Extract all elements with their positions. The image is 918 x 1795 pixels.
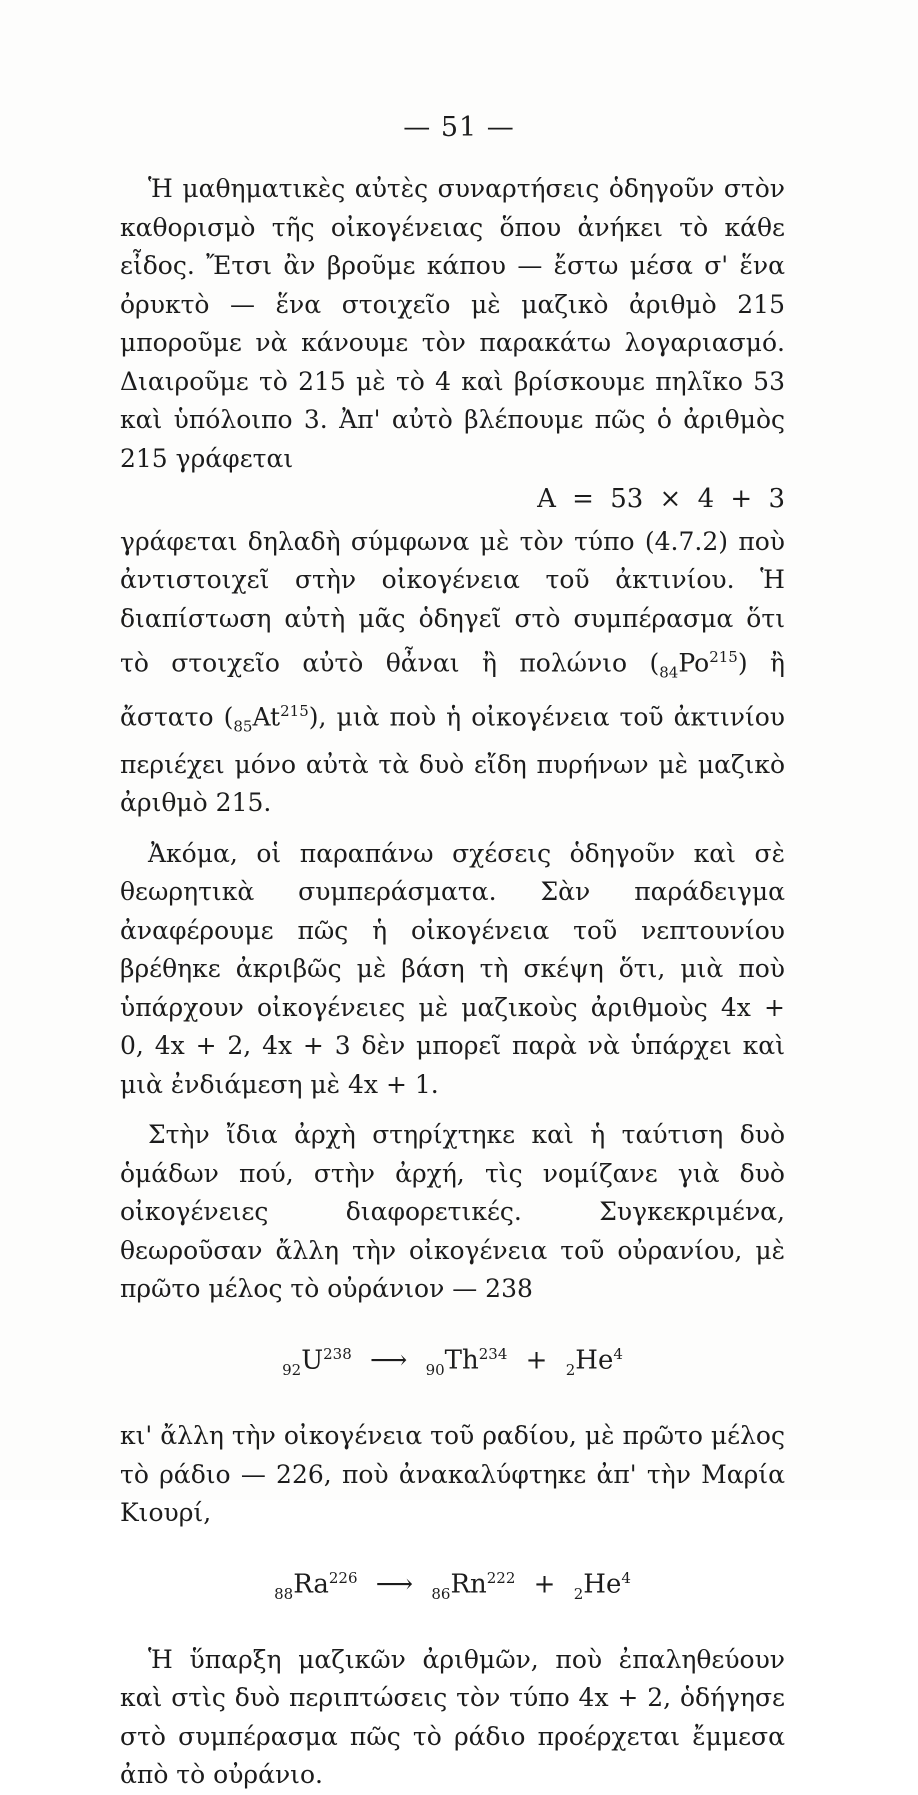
formula-a: A = 53 × 4 + 3 bbox=[537, 484, 785, 514]
polonium-mass-number: 215 bbox=[709, 648, 738, 666]
thorium-mass-number: 234 bbox=[478, 1344, 508, 1363]
helium-mass-number: 4 bbox=[621, 1568, 631, 1587]
radon-symbol: Rn bbox=[450, 1569, 487, 1600]
astatine-symbol: At bbox=[252, 702, 281, 732]
paragraph-5: Ἡ ὕπαρξη μαζικῶν ἀριθμῶν, ποὺ ἐπαληθεύουν καὶ στὶς δυὸ περιπτώσεις τὸν τύπο 4x + 2, ὁδήγησε στὸ συμπέρασμα πῶς τὸ ράδιο προέρχεται ἔμμεσα ἀπὸ τὸ οὐράνιο. bbox=[120, 1644, 785, 1790]
paragraph-1: Ἡ μαθηματικὲς αὐτὲς συναρτήσεις ὁδηγοῦν στὸν καθορισμὸ τῆς οἰκογένειας ὅπου ἀνήκει τὸ κάθε εἶδος. Ἔτσι ἂν βροῦμε κάπου — ἔστω μέσα σ' ἕνα ὀρυκτὸ — ἕνα στοιχεῖο μὲ μαζικὸ ἀριθμὸ 215 μποροῦμε νὰ κάνουμε τὸν παρακάτω λογαριασμό. Διαιροῦμε τὸ 215 μὲ τὸ 4 καὶ βρίσκουμε πηλῖκο 53 καὶ ὑπόλοιπο 3. Ἀπ' αὐτὸ βλέπουμε πῶς ὁ ἀριθμὸς 215 γράφεται bbox=[120, 174, 785, 473]
plus-sign: + bbox=[525, 1345, 548, 1376]
radium-decay-equation bbox=[120, 1559, 785, 1613]
helium-symbol: He bbox=[583, 1569, 622, 1600]
paragraph-2: Ἀκόμα, οἱ παραπάνω σχέσεις ὁδηγοῦν καὶ σὲ θεωρητικὰ συμπεράσματα. Σὰν παράδειγμα ἀναφέρουμε πῶς ἡ οἰκογένεια τοῦ νεπτουνίου βρέθηκε ἀκριβῶς μὲ βάση τὴ σκέψη ὅτι, μιὰ ποὺ ὑπάρχουν οἰκογένειες μὲ μαζικοὺς ἀριθμοὺς 4x + 0, 4x + 2, 4x + 3 δὲν μπορεῖ παρὰ νὰ ὑπάρχει καὶ μιὰ ἐνδιάμεση μὲ 4x + 1. bbox=[120, 838, 785, 1099]
uranium-decay-equation bbox=[120, 1335, 785, 1389]
uranium-atomic-number: 92 bbox=[282, 1360, 302, 1379]
thorium-symbol: Th bbox=[444, 1345, 479, 1376]
text-fragment: ), μιὰ ποὺ ἡ οἰκογένεια τοῦ ἀκτινίου περιέχει μόνο αὐτὰ τὰ δυὸ εἴδη πυρήνων μὲ μαζικὸ ἀριθμὸ 215. bbox=[120, 702, 785, 818]
polonium-symbol: Po bbox=[678, 648, 710, 678]
astatine-atomic-number: 85 bbox=[233, 717, 253, 736]
radium-atomic-number: 88 bbox=[274, 1584, 294, 1603]
paragraph-3: Στὴν ἴδια ἀρχὴ στηρίχτηκε καὶ ἡ ταύτιση δυὸ ὁμάδων πού, στὴν ἀρχή, τὶς νομίζανε γιὰ δυὸ οἰκογένειες διαφορετικές. Συγκεκριμένα, θεωροῦσαν ἄλλη τὴν οἰκογένεια τοῦ οὐρανίου, μὲ πρῶτο μέλος τὸ οὐράνιον — 238 bbox=[120, 1120, 785, 1304]
reaction-arrow: ⟶ bbox=[370, 1345, 408, 1376]
radium-symbol: Ra bbox=[293, 1569, 329, 1600]
paragraph-1-continued bbox=[120, 523, 785, 823]
radon-mass-number: 222 bbox=[486, 1568, 516, 1587]
radium-mass-number: 226 bbox=[328, 1568, 358, 1587]
polonium-atomic-number: 84 bbox=[659, 663, 679, 682]
plus-sign: + bbox=[533, 1569, 556, 1600]
helium-mass-number: 4 bbox=[613, 1344, 623, 1363]
uranium-symbol: U bbox=[301, 1345, 324, 1376]
paragraph-4: κι' ἄλλη τὴν οἰκογένεια τοῦ ραδίου, μὲ πρῶτο μέλος τὸ ράδιο — 226, ποὺ ἀνακαλύφτηκε ἀπ' τὴν Μαρία Κιουρί, bbox=[120, 1421, 785, 1527]
astatine-mass-number: 215 bbox=[280, 701, 309, 720]
helium-atomic-number: 2 bbox=[565, 1360, 576, 1379]
helium-atomic-number: 2 bbox=[573, 1584, 584, 1603]
reaction-arrow: ⟶ bbox=[375, 1569, 414, 1600]
uranium-mass-number: 238 bbox=[323, 1344, 352, 1363]
text-fragment: ) ἢ ἄστατο ( bbox=[120, 648, 785, 732]
radon-atomic-number: 86 bbox=[431, 1584, 451, 1603]
helium-symbol: He bbox=[575, 1345, 614, 1376]
text-fragment: γράφεται δηλαδὴ σύμφωνα μὲ τὸν τύπο (4.7.2) ποὺ ἀντιστοιχεῖ στὴν οἰκογένεια τοῦ ἀκτινίου. Ἡ διαπίστωση αὐτὴ μᾶς ὁδηγεῖ στὸ συμπέρασμα ὅτι τὸ στοιχεῖο αὐτὸ θἆναι ἢ πολώνιο ( bbox=[120, 526, 785, 678]
page-number: — 51 — bbox=[403, 112, 515, 143]
body-text bbox=[120, 170, 785, 1795]
thorium-atomic-number: 90 bbox=[425, 1360, 445, 1379]
